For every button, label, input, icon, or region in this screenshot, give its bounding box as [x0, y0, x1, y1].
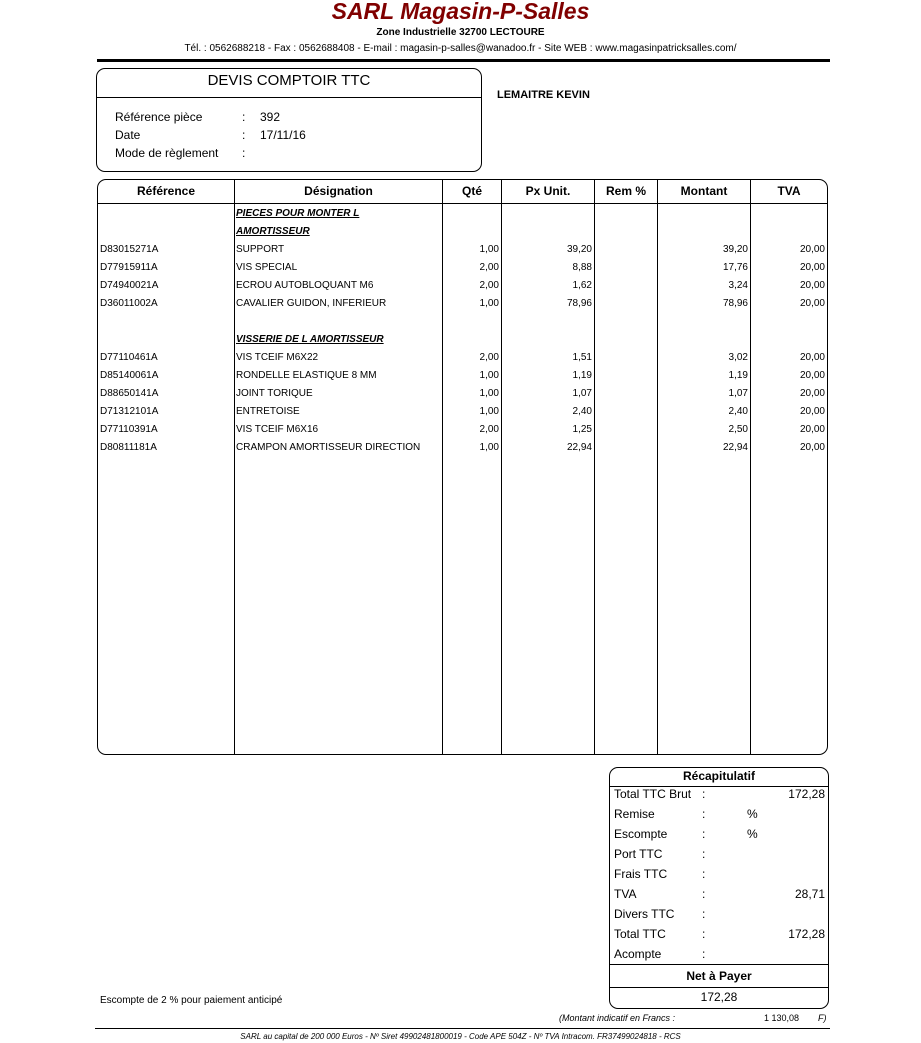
reference-value: 392	[260, 110, 281, 124]
cell-reference: D74940021A	[100, 280, 159, 291]
cell-amount: 2,40	[728, 406, 748, 417]
header-quantity: Qté	[461, 184, 482, 198]
cell-designation: JOINT TORIQUE	[236, 388, 313, 399]
cell-discount	[595, 421, 655, 439]
company-contact: Tél. : 0562688218 - Fax : 0562688408 - E-mail : magasin-p-salles@wanadoo.fr - Site WEB : www.magasinpatricksalles.com/	[184, 43, 737, 54]
cell-unit-price: 1,51	[572, 352, 592, 363]
cell-discount	[595, 439, 655, 457]
cell-reference: D36011002A	[100, 298, 158, 309]
footer-rule	[95, 1028, 830, 1029]
company-name: SARL Magasin-P-Salles	[331, 0, 590, 24]
recap-colon: :	[702, 787, 706, 801]
client-name: LEMAITRE KEVIN	[497, 89, 590, 101]
cell-reference: D80811181A	[100, 442, 157, 453]
cell-unit-price: 1,19	[572, 370, 592, 381]
cell-reference: D71312101A	[100, 406, 159, 417]
cell-designation: VIS SPECIAL	[236, 262, 298, 273]
header-rule	[97, 59, 830, 62]
header-amount: Montant	[680, 184, 728, 198]
net-to-pay-label: Net à Payer	[610, 964, 828, 988]
cell-designation: CAVALIER GUIDON, INFERIEUR	[236, 298, 387, 309]
recap-colon: :	[702, 947, 706, 961]
recap-label: Divers TTC	[614, 907, 675, 921]
cell-vat: 20,00	[799, 352, 825, 363]
cell-unit-price: 22,94	[566, 442, 592, 453]
cell-vat: 20,00	[799, 406, 825, 417]
cell-unit-price: 1,07	[572, 388, 592, 399]
recap-colon: :	[702, 807, 706, 821]
cell-designation: VIS TCEIF M6X16	[236, 424, 319, 435]
escompte-note: Escompte de 2 % pour paiement anticipé	[100, 995, 283, 1006]
recap-percent: %	[747, 807, 758, 821]
recap-value: 28,71	[794, 887, 825, 901]
cell-designation: VIS TCEIF M6X22	[236, 352, 319, 363]
cell-discount	[595, 241, 655, 259]
recap-label: TVA	[614, 887, 637, 901]
cell-quantity: 2,00	[479, 280, 499, 291]
header-discount: Rem %	[605, 184, 646, 198]
cell-amount: 1,07	[728, 388, 748, 399]
cell-designation: ENTRETOISE	[236, 406, 300, 417]
cell-quantity: 1,00	[479, 406, 499, 417]
cell-reference: D85140061A	[100, 370, 159, 381]
cell-vat: 20,00	[799, 388, 825, 399]
colon: :	[242, 110, 246, 124]
date-value: 17/11/16	[260, 128, 306, 142]
net-to-pay-value: 172,28	[700, 990, 738, 1004]
cell-designation: SUPPORT	[236, 244, 285, 255]
colon: :	[242, 146, 246, 160]
cell-unit-price: 39,20	[566, 244, 592, 255]
cell-reference: D77915911A	[100, 262, 158, 273]
recap-percent: %	[747, 827, 758, 841]
cell-discount	[595, 403, 655, 421]
recap-label: Escompte	[614, 827, 668, 841]
cell-vat: 20,00	[799, 244, 825, 255]
cell-amount: 2,50	[728, 424, 748, 435]
recap-colon: :	[702, 927, 706, 941]
cell-amount: 3,24	[728, 280, 748, 291]
recap-colon: :	[702, 867, 706, 881]
recap-colon: :	[702, 907, 706, 921]
francs-value: 1 130,08	[764, 1013, 800, 1023]
francs-unit: F)	[818, 1013, 827, 1023]
cell-discount	[595, 295, 655, 313]
cell-quantity: 2,00	[479, 352, 499, 363]
cell-reference: D83015271A	[100, 244, 159, 255]
recap-box	[609, 767, 829, 1009]
recap-label: Frais TTC	[614, 867, 668, 881]
recap-colon: :	[702, 847, 706, 861]
section-heading: PIECES POUR MONTER L	[236, 208, 360, 219]
cell-designation: CRAMPON AMORTISSEUR DIRECTION	[236, 442, 421, 453]
date-label: Date	[115, 128, 141, 142]
cell-unit-price: 78,96	[566, 298, 592, 309]
cell-quantity: 2,00	[479, 424, 499, 435]
cell-reference: D88650141A	[100, 388, 159, 399]
cell-quantity: 1,00	[479, 388, 499, 399]
cell-amount: 22,94	[722, 442, 748, 453]
francs-label: (Montant indicatif en Francs :	[559, 1013, 676, 1023]
recap-title: Récapitulatif	[610, 768, 828, 787]
recap-colon: :	[702, 887, 706, 901]
devis-box	[96, 68, 482, 172]
recap-label: Acompte	[614, 947, 662, 961]
cell-discount	[595, 367, 655, 385]
cell-quantity: 1,00	[479, 244, 499, 255]
devis-title: DEVIS COMPTOIR TTC	[97, 69, 481, 98]
cell-unit-price: 2,40	[572, 406, 592, 417]
cell-discount	[595, 277, 655, 295]
company-address: Zone Industrielle 32700 LECTOURE	[376, 27, 545, 38]
header-separator	[98, 203, 827, 204]
cell-reference: D77110461A	[100, 352, 158, 363]
cell-discount	[595, 349, 655, 367]
cell-vat: 20,00	[799, 442, 825, 453]
cell-amount: 3,02	[728, 352, 748, 363]
cell-amount: 78,96	[722, 298, 748, 309]
cell-discount	[595, 259, 655, 277]
header-vat: TVA	[777, 184, 801, 198]
cell-quantity: 1,00	[479, 370, 499, 381]
cell-designation: RONDELLE ELASTIQUE 8 MM	[236, 370, 377, 381]
recap-label: Remise	[614, 807, 655, 821]
cell-reference: D77110391A	[100, 424, 158, 435]
recap-label: Total TTC	[614, 927, 666, 941]
payment-mode-label: Mode de règlement	[115, 146, 219, 160]
section-heading: VISSERIE DE L AMORTISSEUR	[236, 334, 384, 345]
footer-legal: SARL au capital de 200 000 Euros - Nº Siret 49902481800019 - Code APE 504Z - Nº TVA Intracom. FR37499024818 - RCS	[240, 1032, 681, 1041]
cell-amount: 39,20	[722, 244, 748, 255]
header-unit-price: Px Unit.	[525, 184, 571, 198]
recap-value: 172,28	[788, 787, 825, 801]
header-designation: Désignation	[304, 184, 373, 198]
cell-vat: 20,00	[799, 262, 825, 273]
cell-quantity: 1,00	[479, 442, 499, 453]
cell-quantity: 2,00	[479, 262, 499, 273]
colon: :	[242, 128, 246, 142]
cell-vat: 20,00	[799, 298, 825, 309]
cell-amount: 1,19	[728, 370, 748, 381]
section-heading: AMORTISSEUR	[236, 226, 310, 237]
lines-table	[97, 179, 828, 755]
column-separator	[234, 180, 235, 754]
cell-amount: 17,76	[722, 262, 748, 273]
recap-label: Port TTC	[614, 847, 663, 861]
cell-quantity: 1,00	[479, 298, 499, 309]
recap-value: 172,28	[788, 927, 825, 941]
recap-colon: :	[702, 827, 706, 841]
cell-unit-price: 8,88	[572, 262, 592, 273]
cell-discount	[595, 385, 655, 403]
cell-vat: 20,00	[799, 424, 825, 435]
cell-vat: 20,00	[799, 280, 825, 291]
header-reference: Référence	[136, 184, 196, 198]
reference-label: Référence pièce	[115, 110, 203, 124]
cell-vat: 20,00	[799, 370, 825, 381]
cell-designation: ECROU AUTOBLOQUANT M6	[236, 280, 374, 291]
cell-unit-price: 1,62	[572, 280, 592, 291]
cell-unit-price: 1,25	[572, 424, 592, 435]
recap-label: Total TTC Brut	[614, 787, 692, 801]
